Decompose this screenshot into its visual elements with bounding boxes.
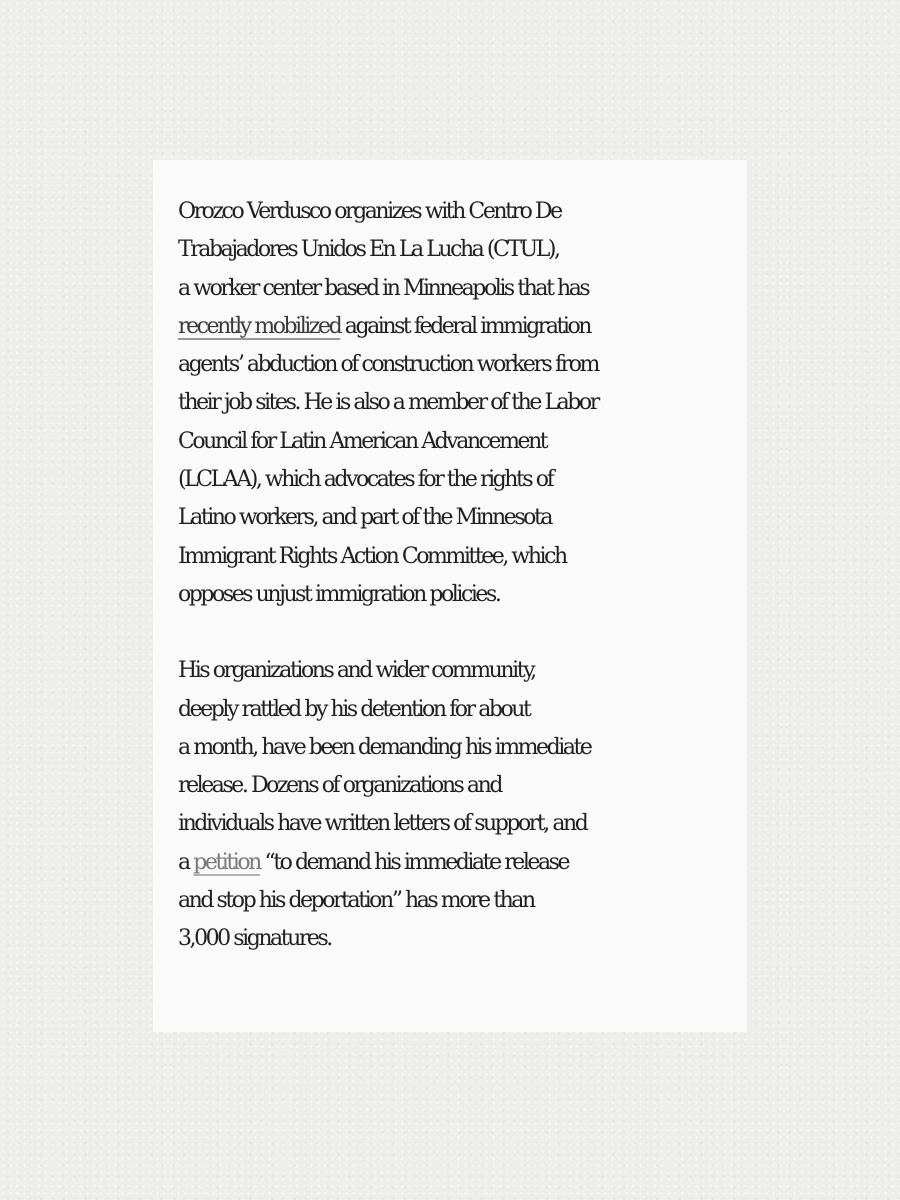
article-card — [153, 160, 747, 1032]
text-line — [178, 308, 747, 346]
text-line: a worker center based in Minneapolis that has — [178, 275, 589, 301]
text-line: individuals have written letters of support, and — [178, 811, 587, 837]
text-line: and stop his deportation” has more than — [178, 888, 534, 914]
recently-mobilized-link[interactable]: recently mobilized — [178, 313, 341, 339]
text-line: Orozco Verdusco organizes with Centro De — [178, 199, 561, 224]
text-line: 3,000 signatures. — [178, 926, 331, 952]
text-segment: a — [178, 849, 194, 875]
text-line: agents’ abduction of construction workers from — [178, 352, 598, 378]
text-line: opposes unjust immigration policies. — [178, 581, 500, 607]
text-line: Trabajadores Unidos En La Lucha (CTUL), — [178, 237, 559, 263]
text-line: a month, have been demanding his immediate — [178, 734, 591, 760]
text-line: their job sites. He is also a member of the Labor — [178, 390, 598, 416]
article-paragraph-1 — [178, 193, 747, 614]
text-segment: against federal immigration — [340, 313, 591, 339]
petition-link[interactable]: petition — [193, 849, 260, 875]
text-line: Latino workers, and part of the Minnesota — [178, 505, 552, 531]
text-line — [178, 844, 747, 882]
text-line: Council for Latin American Advancement — [178, 428, 547, 454]
text-line: release. Dozens of organizations and — [178, 773, 501, 799]
text-segment: “to demand his immediate release — [259, 849, 569, 875]
text-line: Immigrant Rights Action Committee, which — [178, 543, 566, 569]
text-line: deeply rattled by his detention for about — [178, 696, 530, 722]
article-paragraph-2 — [178, 652, 747, 958]
text-line: His organizations and wider community, — [178, 658, 535, 684]
text-line: (LCLAA), which advocates for the rights of — [178, 467, 553, 493]
